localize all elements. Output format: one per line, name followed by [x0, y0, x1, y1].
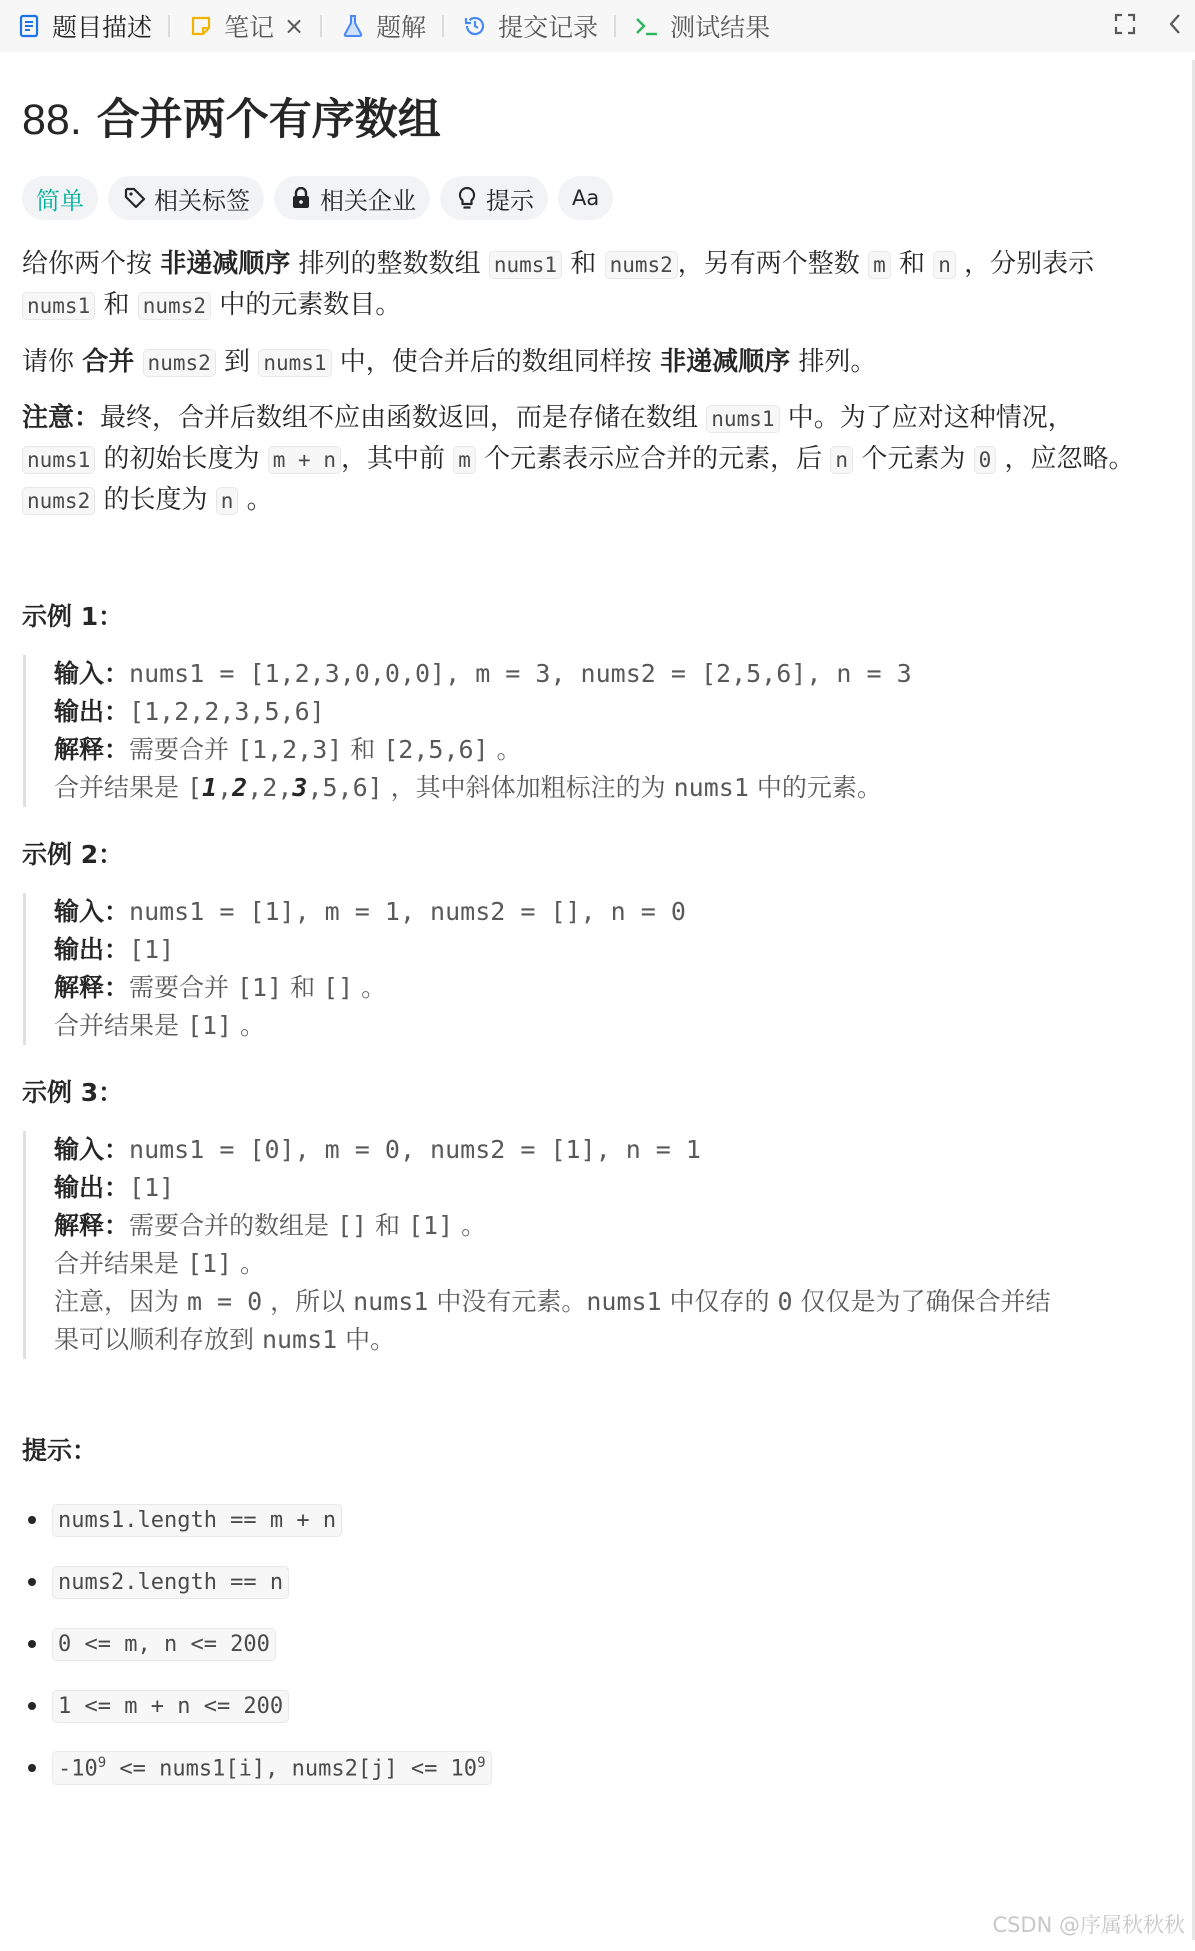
example-3-block [23, 1131, 1172, 1359]
difficulty-badge[interactable]: 简单 [22, 176, 98, 220]
bold-text: 合并 [82, 347, 135, 377]
bold-text: 非递减顺序 [160, 249, 291, 279]
text: , [247, 773, 263, 802]
text: [1] [236, 973, 283, 1002]
flask-icon [338, 11, 368, 41]
text: 合并结果是 [54, 1249, 187, 1278]
exponent: 9 [97, 1754, 107, 1771]
text: 个元素为 [861, 444, 974, 474]
collapse-button[interactable] [1155, 6, 1195, 46]
translate-icon: Aa [572, 186, 600, 210]
inline-code: nums1.length == m + n [52, 1504, 342, 1537]
text: 中仅存的 [661, 1287, 778, 1316]
example-2-block [23, 893, 1172, 1045]
explanation-label: 解释： [54, 735, 130, 764]
text: 合并结果是 [54, 1011, 187, 1040]
input-value: nums1 = [1,2,3,0,0,0], m = 3, nums2 = [2,5,6], n = 3 [129, 659, 912, 688]
text: 果可以顺利存放到 [54, 1325, 262, 1354]
example-input [54, 1131, 1172, 1169]
note-paragraph [22, 398, 1172, 521]
tab-notes[interactable] [186, 0, 304, 52]
close-icon[interactable]: × [284, 12, 305, 40]
constraints-title: 提示： [22, 1436, 98, 1465]
text: , [217, 773, 233, 802]
exponent: 9 [477, 1754, 486, 1771]
tab-divider [442, 15, 444, 37]
text: 。 [232, 1011, 266, 1040]
example-output [54, 931, 1172, 969]
example-result [54, 1007, 1172, 1045]
tab-label: 题解 [376, 13, 427, 42]
inline-code: m [453, 446, 476, 474]
tab-description[interactable] [14, 0, 152, 52]
text: 和 [342, 735, 384, 764]
text: 需要合并 [129, 973, 237, 1002]
lightbulb-icon [454, 185, 480, 211]
tab-divider [614, 15, 616, 37]
note-label: 注意： [22, 403, 101, 433]
text: <= nums1[i], nums2[j] <= 10 [106, 1756, 478, 1782]
text: nums1 [673, 773, 749, 802]
text: 仅仅是为了确保合并结 [792, 1287, 1051, 1316]
tab-submissions[interactable] [460, 0, 598, 52]
text: 和 [898, 249, 925, 279]
tab-label: 题目描述 [52, 13, 153, 42]
example-note [54, 1283, 1172, 1321]
text: 2 [262, 773, 278, 802]
tab-divider [168, 15, 170, 37]
text: 中。 [337, 1325, 396, 1354]
text: [] [336, 1211, 368, 1240]
example-2-title: 示例 2： [22, 840, 124, 869]
text: m = 0 [186, 1287, 263, 1316]
output-value: [1,2,2,3,5,6] [129, 697, 325, 726]
terminal-icon [632, 11, 662, 41]
translate-button[interactable] [558, 176, 613, 220]
inline-code: nums1 [258, 349, 331, 377]
output-label: 输出： [54, 1173, 130, 1202]
example-explanation [54, 969, 1172, 1007]
inline-code: nums1 [706, 405, 779, 433]
example-1-block [23, 655, 1172, 807]
related-companies-button[interactable] [274, 176, 430, 220]
input-label: 输入： [54, 659, 130, 688]
text: 请你 [22, 347, 83, 377]
text: ,5,6] [307, 773, 383, 802]
example-output [54, 1169, 1172, 1207]
text: 合并结果是 [54, 773, 187, 802]
text: [2,5,6] [383, 735, 489, 764]
hint-button[interactable] [440, 176, 548, 220]
text: ，所以 [262, 1287, 354, 1316]
tab-label: 测试结果 [670, 13, 771, 42]
note-icon [186, 11, 216, 41]
text: 中没有元素。 [428, 1287, 587, 1316]
inline-code: nums2 [143, 349, 216, 377]
scrollbar[interactable] [1189, 60, 1195, 1940]
text: nums1 [261, 1325, 338, 1354]
tab-label: 提交记录 [498, 13, 599, 42]
text: [1] [186, 1011, 233, 1040]
text: 到 [224, 347, 251, 377]
inline-code: n [216, 487, 239, 515]
bold-text: 非递减顺序 [660, 347, 791, 377]
watermark: CSDN @序属秋秋秋 [992, 1913, 1185, 1937]
example-input [54, 893, 1172, 931]
example-result [54, 1245, 1172, 1283]
text: 中的元素数目。 [219, 290, 402, 320]
inline-code [52, 1751, 492, 1785]
inline-code: 0 <= m, n <= 200 [52, 1628, 276, 1661]
text: [1] [186, 1249, 233, 1278]
list-item [22, 1737, 1172, 1799]
text: 需要合并 [129, 735, 237, 764]
text: 。 [232, 1249, 266, 1278]
fullscreen-button[interactable] [1105, 6, 1145, 46]
text: [1] [407, 1211, 454, 1240]
example-output [54, 693, 1172, 731]
text: , [277, 773, 293, 802]
text: 最终，合并后数组不应由函数返回，而是存储在数组 [100, 403, 707, 433]
text: ，另有两个整数 [677, 249, 869, 279]
example-1-title: 示例 1： [22, 602, 124, 631]
inline-code: n [830, 446, 853, 474]
tab-divider [320, 15, 322, 37]
text: 中的元素。 [748, 773, 882, 802]
inline-code: nums2 [138, 292, 211, 320]
list-item [22, 1551, 1172, 1613]
problem-content [22, 52, 1172, 1799]
chevron-left-icon [1168, 12, 1182, 40]
text: 的初始长度为 [103, 444, 268, 474]
tab-label: 笔记 [224, 13, 275, 42]
text: ，分别表示 [955, 249, 1095, 279]
list-item [22, 1613, 1172, 1675]
text: 需要合并的数组是 [129, 1211, 337, 1240]
text: 。 [453, 1211, 487, 1240]
text: 和 [282, 973, 324, 1002]
input-label: 输入： [54, 897, 130, 926]
text: [] [323, 973, 354, 1002]
text: 排列的整数数组 [290, 249, 489, 279]
example-3-title: 示例 3： [22, 1078, 124, 1107]
text: 排列。 [790, 347, 877, 377]
inline-code: m + n [268, 446, 341, 474]
problem-number: 88. [22, 96, 82, 144]
related-tags-label: 相关标签 [154, 186, 250, 215]
text: ，其中斜体加粗标注的为 [382, 773, 674, 802]
example-result [54, 769, 1172, 807]
output-value: [1] [129, 1173, 175, 1202]
text: 。 [246, 485, 273, 515]
history-icon [460, 11, 490, 41]
text: ，其中前 [340, 444, 454, 474]
hint-label: 提示 [486, 186, 534, 215]
explanation-label: 解释： [54, 973, 130, 1002]
problem-title: 合并两个有序数组 [96, 95, 441, 145]
text: nums1 [353, 1287, 429, 1316]
text: 0 [777, 1287, 793, 1316]
text: 中，使合并后的数组同样按 [339, 347, 661, 377]
text: [1,2,3] [236, 735, 343, 764]
text: 的长度为 [103, 485, 216, 515]
inline-code: n [933, 251, 956, 279]
output-value: [1] [129, 935, 175, 964]
text: ，应忽略。 [1004, 444, 1135, 474]
inline-code: nums1 [489, 251, 562, 279]
tab-test-results[interactable] [632, 0, 770, 52]
description-paragraph-2 [22, 342, 1172, 383]
text: 和 [103, 290, 130, 320]
inline-code: nums2 [605, 251, 678, 279]
output-label: 输出： [54, 935, 130, 964]
list-item [22, 1675, 1172, 1737]
text: 和 [570, 249, 597, 279]
example-explanation [54, 731, 1172, 769]
bold-italic-value: 1 [202, 773, 218, 802]
page-title [22, 92, 1172, 148]
constraints-list [22, 1489, 1172, 1799]
description-paragraph-1 [22, 244, 1172, 326]
text: -10 [58, 1756, 98, 1782]
tab-bar [0, 0, 1195, 52]
bold-italic-value: 2 [232, 773, 248, 802]
inline-code: nums2 [22, 487, 95, 515]
inline-code: nums1 [22, 446, 95, 474]
inline-code: nums1 [22, 292, 95, 320]
inline-code: 0 [974, 446, 997, 474]
inline-code: m [868, 251, 891, 279]
tag-icon [122, 185, 148, 211]
bold-italic-value: 3 [292, 773, 308, 802]
text: 个元素表示应合并的元素，后 [484, 444, 831, 474]
input-label: 输入： [54, 1135, 130, 1164]
text: 给你两个按 [22, 249, 161, 279]
example-input [54, 655, 1172, 693]
text: nums1 [586, 1287, 662, 1316]
lock-icon [288, 185, 314, 211]
text: 注意，因为 [54, 1287, 187, 1316]
output-label: 输出： [54, 697, 130, 726]
example-explanation [54, 1207, 1172, 1245]
text: 和 [367, 1211, 408, 1240]
related-tags-button[interactable] [108, 176, 264, 220]
expand-icon [1113, 12, 1137, 40]
related-companies-label: 相关企业 [320, 186, 416, 215]
inline-code: nums2.length == n [52, 1566, 289, 1599]
text: [ [186, 773, 203, 802]
tab-solutions[interactable] [338, 0, 426, 52]
inline-code: 1 <= m + n <= 200 [52, 1690, 289, 1723]
document-icon [14, 11, 44, 41]
list-item [22, 1489, 1172, 1551]
tag-row [22, 176, 1172, 220]
toolbar-right [1105, 0, 1195, 52]
explanation-label: 解释： [54, 1211, 130, 1240]
text: 中。为了应对这种情况， [787, 403, 1074, 433]
input-value: nums1 = [0], m = 0, nums2 = [1], n = 1 [129, 1135, 701, 1164]
text: 。 [353, 973, 387, 1002]
input-value: nums1 = [1], m = 1, nums2 = [], n = 0 [129, 897, 686, 926]
text: 。 [488, 735, 522, 764]
example-note-cont [54, 1321, 1172, 1359]
